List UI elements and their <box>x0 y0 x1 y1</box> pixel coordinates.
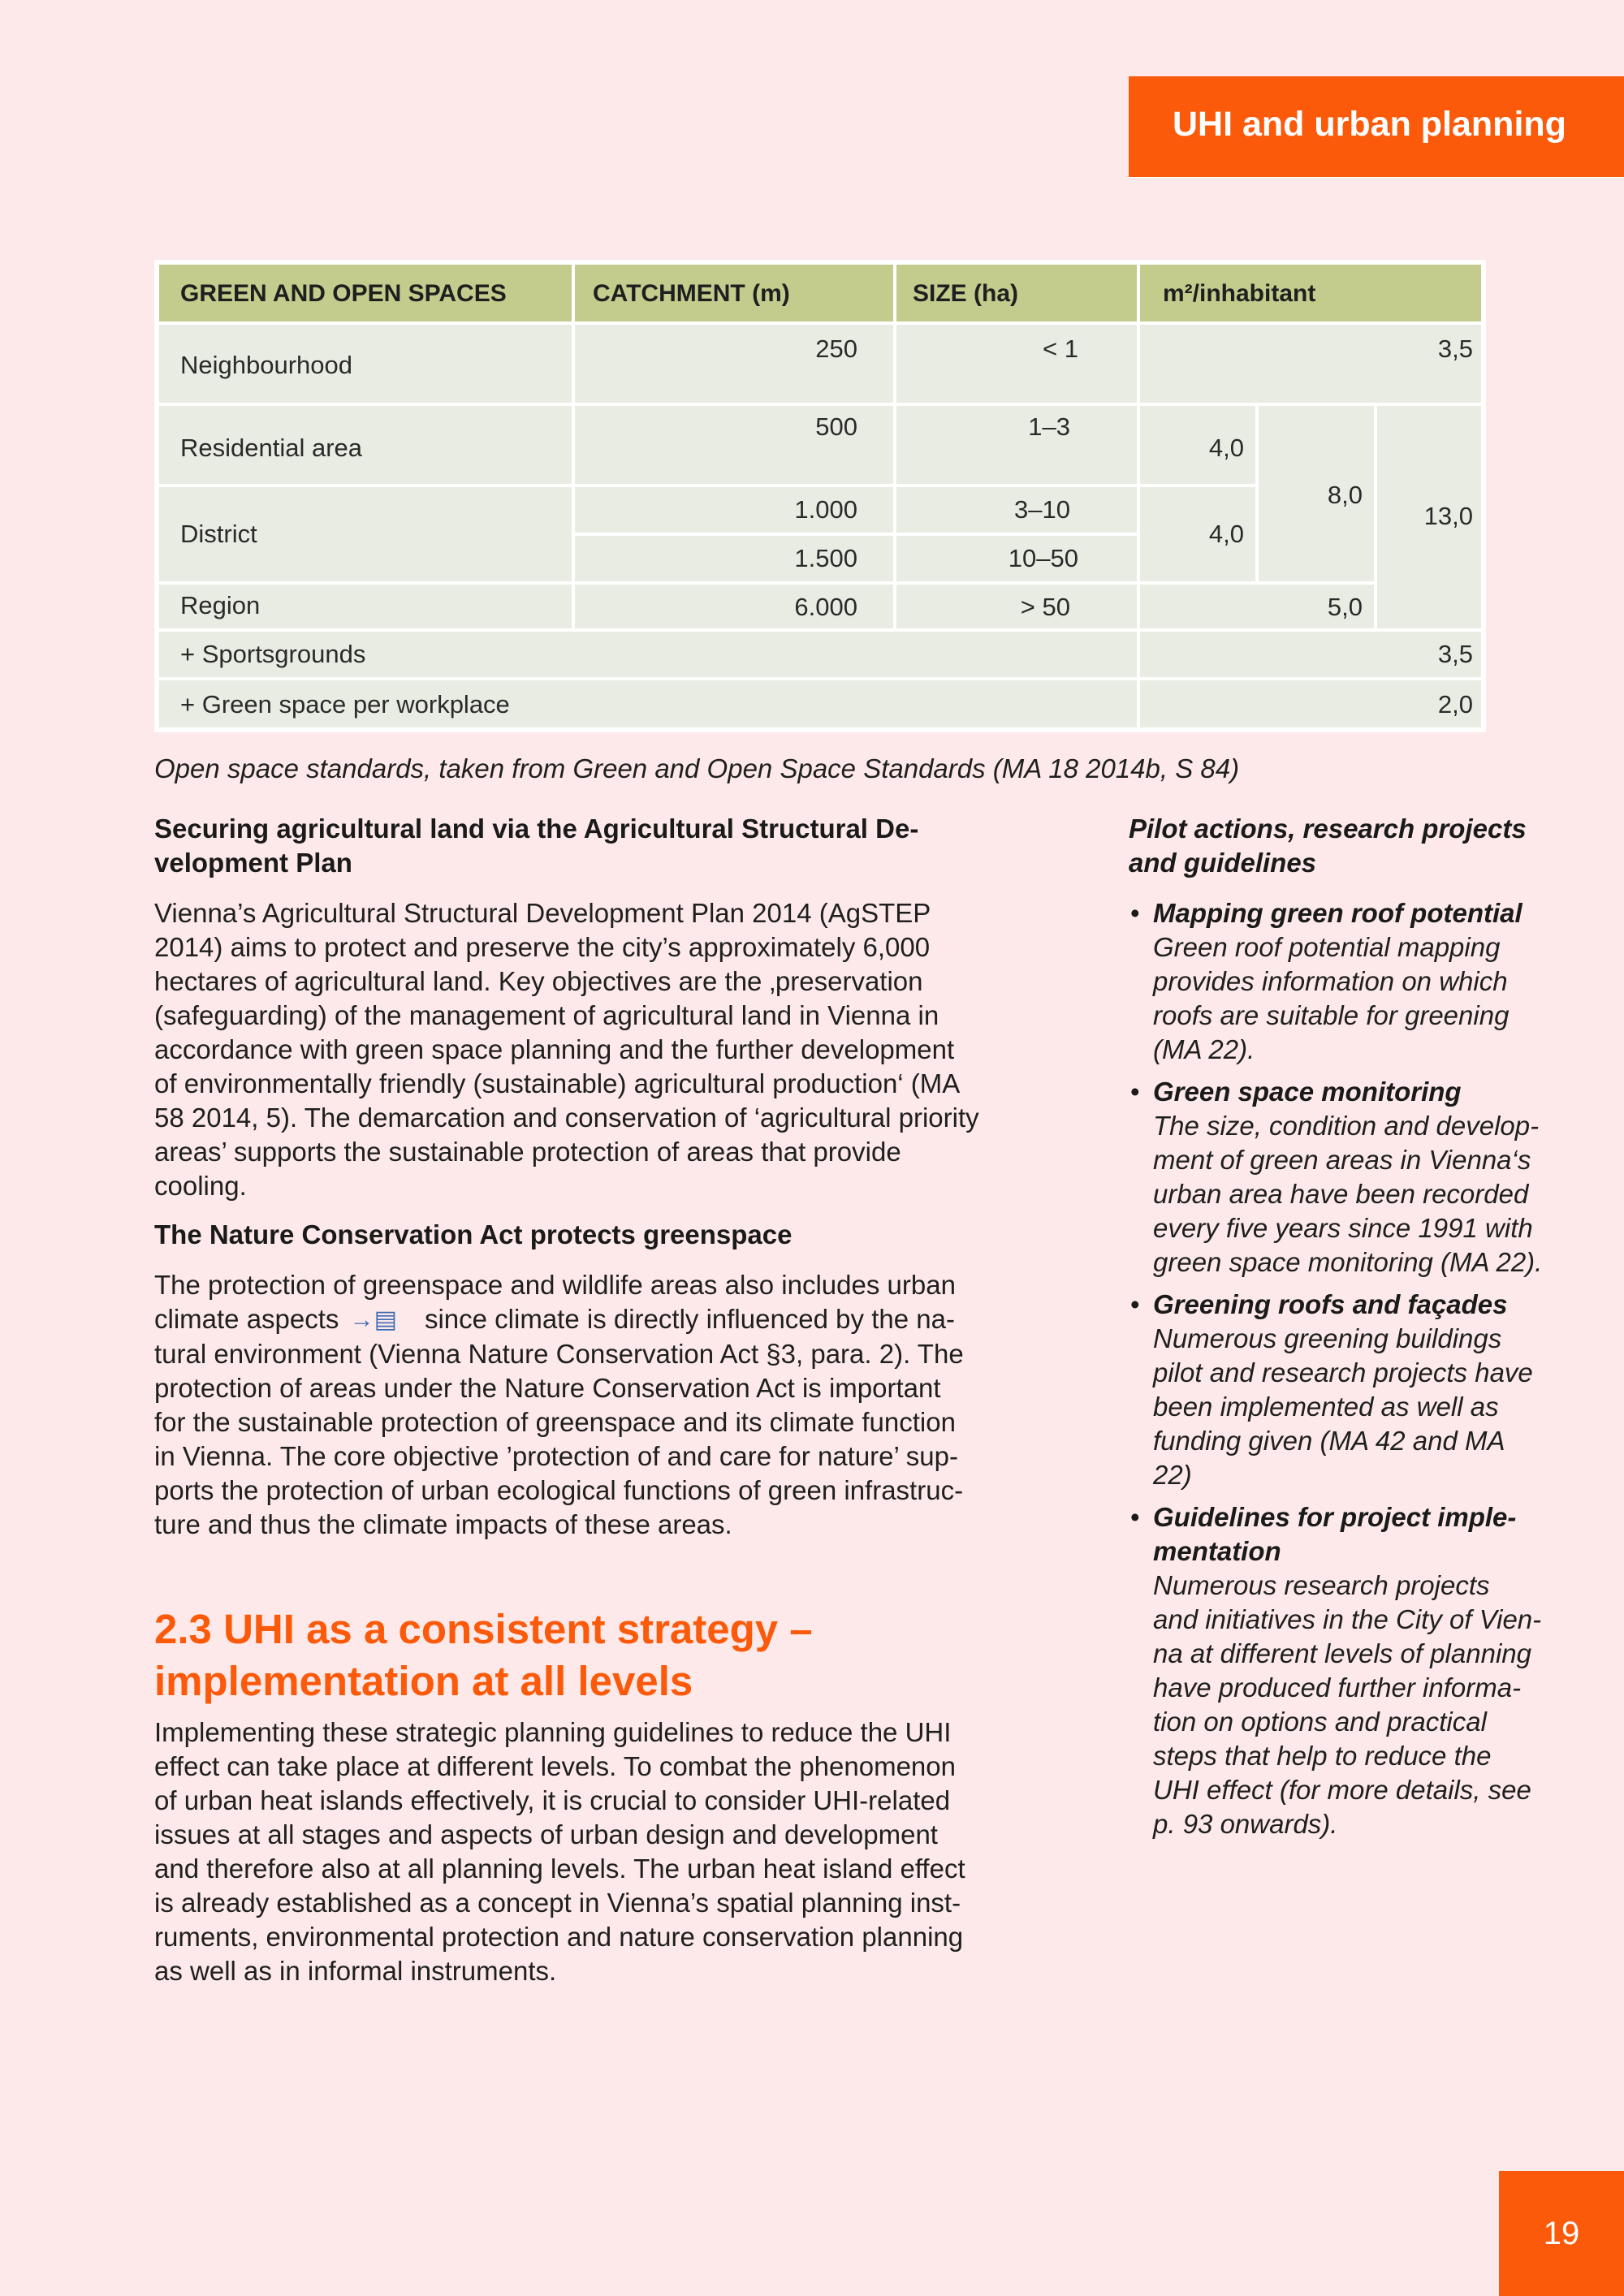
sidebar-heading <box>1129 812 1583 880</box>
text-line <box>154 1302 1015 1337</box>
table-row <box>159 406 572 484</box>
row-label: + Sportsgrounds <box>180 640 366 668</box>
text-line: 2014) aims to protect and preserve the city’s approximately 6,000 <box>154 932 931 962</box>
table-cell <box>1140 487 1255 581</box>
text-line: funding given (MA 42 and MA <box>1153 1426 1505 1456</box>
table-cell <box>1140 680 1481 727</box>
bullet-text <box>1153 930 1583 1067</box>
text-line: been implemented as well as <box>1153 1392 1499 1422</box>
text-line: The protection of greenspace and wildlife areas also includes urban <box>154 1270 956 1300</box>
text-line: ports the protection of urban ecological functions of green infrastruc- <box>154 1475 964 1505</box>
table-cell <box>1140 632 1481 677</box>
paragraph-nature-conservation <box>154 1268 1015 1542</box>
heading-nature-conservation: The Nature Conservation Act protects greenspace <box>154 1219 793 1249</box>
arrow-document-icon[interactable]: →▤ <box>349 1306 397 1333</box>
bullet-icon: • <box>1130 1289 1140 1319</box>
bullet-icon: • <box>1130 1502 1140 1532</box>
header-title-box <box>1129 76 1624 177</box>
paragraph-agstep <box>154 896 1015 1203</box>
table-row <box>159 680 1137 727</box>
open-space-standards-table <box>154 260 1486 732</box>
table-cell <box>575 487 893 533</box>
text-line: The size, condition and develop- <box>1153 1111 1540 1141</box>
cell-value: 8,0 <box>1327 481 1363 509</box>
text-line: cooling. <box>154 1171 247 1201</box>
table-cell <box>575 406 893 484</box>
text-line: effect can take place at different levels. To combat the phenomenon <box>154 1751 956 1781</box>
list-item <box>1129 1288 1583 1492</box>
text-line: Implementing these strategic planning guidelines to reduce the UHI <box>154 1717 952 1747</box>
sidebar-column <box>1129 812 1583 1841</box>
text-line: Guidelines for project imple- <box>1153 1502 1517 1532</box>
heading-line: and guidelines <box>1129 848 1317 878</box>
text-line: of environmentally friendly (sustainable) agricultural production‘ (MA <box>154 1068 961 1098</box>
main-column <box>154 812 1015 1988</box>
text-line: in Vienna. The core objective ’protection of and care for nature’ sup- <box>154 1441 958 1471</box>
table-cell <box>896 487 1137 533</box>
cell-value: 3,5 <box>1437 334 1473 363</box>
text-line: Numerous greening buildings <box>1153 1323 1502 1353</box>
text-line: areas’ supports the sustainable protection of areas that provide <box>154 1137 901 1167</box>
bullet-title: Green space monitoring <box>1153 1077 1462 1107</box>
text-line: tion on options and practical <box>1153 1707 1487 1737</box>
table-row <box>159 325 572 403</box>
table-cell <box>896 406 1137 484</box>
table-cell <box>575 585 893 628</box>
table-cell <box>896 585 1137 628</box>
table-cell <box>575 325 893 403</box>
text-line: 58 2014, 5). The demarcation and conservation of ‘agricultural priority <box>154 1103 979 1133</box>
bullet-title <box>1153 1500 1583 1569</box>
text-line: steps that help to reduce the <box>1153 1741 1492 1771</box>
row-label: Region <box>180 591 261 619</box>
bullet-icon: • <box>1130 898 1140 928</box>
text-line: 22) <box>1153 1460 1192 1490</box>
table-cell <box>896 325 1137 403</box>
paragraph-implementation <box>154 1716 1015 1988</box>
cell-value: 1–3 <box>1028 412 1070 441</box>
text-line: pilot and research projects have <box>1153 1357 1533 1388</box>
table-header-cell <box>896 265 1137 322</box>
text-line: urban area have been recorded <box>1153 1179 1529 1209</box>
cell-value: 6.000 <box>794 593 857 621</box>
text-line: Numerous research projects <box>1153 1570 1490 1600</box>
header-title: UHI and urban planning <box>1173 104 1566 144</box>
cell-value: 4,0 <box>1208 434 1244 462</box>
cell-value: 10–50 <box>1008 544 1078 572</box>
text-line: and initiatives in the City of Vien- <box>1153 1604 1542 1634</box>
table-header-cell <box>159 265 572 322</box>
bullet-text <box>1153 1109 1583 1280</box>
text-line: Vienna’s Agricultural Structural Development Plan 2014 (AgSTEP <box>154 898 931 928</box>
table-row <box>159 585 572 628</box>
heading-line: Pilot actions, research projects <box>1129 814 1527 844</box>
heading-line: Securing agricultural land via the Agricultural Structural De- <box>154 814 919 844</box>
table-row <box>159 487 572 581</box>
text-span: climate aspects <box>154 1304 339 1334</box>
text-line: na at different levels of planning <box>1153 1638 1531 1668</box>
table-caption: Open space standards, taken from Green and Open Space Standards (MA 18 2014b, S 84) <box>154 753 1240 783</box>
cell-value: 1.000 <box>794 495 857 524</box>
text-line: and therefore also at all planning levels. The urban heat island effect <box>154 1854 965 1884</box>
header-green-spaces: GREEN AND OPEN SPACES <box>180 280 507 307</box>
text-line: Green roof potential mapping <box>1153 932 1501 962</box>
text-line: (MA 22). <box>1153 1034 1255 1064</box>
cell-value: 3–10 <box>1014 495 1070 524</box>
text-line: as well as in informal instruments. <box>154 1956 557 1986</box>
header-size: SIZE (ha) <box>913 280 1019 307</box>
text-line: of urban heat islands effectively, it is crucial to consider UHI-related <box>154 1785 951 1815</box>
page-number: 19 <box>1543 2215 1580 2251</box>
section-heading <box>154 1603 1015 1707</box>
table-cell <box>1140 406 1255 484</box>
cell-value: 500 <box>815 412 857 441</box>
text-line: issues at all stages and aspects of urban design and development <box>154 1819 938 1849</box>
row-label: + Green space per workplace <box>180 690 510 719</box>
cell-value: 3,5 <box>1437 640 1473 668</box>
text-line: accordance with green space planning and the further development <box>154 1034 955 1064</box>
table-header-cell <box>1140 265 1481 322</box>
heading-agricultural <box>154 812 1015 880</box>
text-line: protection of areas under the Nature Conservation Act is important <box>154 1373 941 1403</box>
header-tab <box>1129 76 1624 178</box>
cell-value: 2,0 <box>1437 690 1473 719</box>
cell-value: > 50 <box>1020 593 1070 621</box>
text-line: have produced further informa- <box>1153 1672 1522 1703</box>
text-line: p. 93 onwards). <box>1153 1809 1338 1839</box>
bullet-title: Greening roofs and façades <box>1153 1289 1508 1319</box>
text-line: ment of green areas in Vienna‘s <box>1153 1145 1531 1175</box>
text-span: since climate is directly influenced by the na- <box>424 1304 955 1334</box>
cell-value: 5,0 <box>1327 593 1363 621</box>
row-label: District <box>180 520 257 548</box>
table-cell <box>1140 585 1374 628</box>
cell-value: 1.500 <box>794 544 857 572</box>
table-cell <box>1140 325 1481 403</box>
table-cell <box>896 536 1137 581</box>
text-line: tural environment (Vienna Nature Conservation Act §3, para. 2). The <box>154 1339 964 1369</box>
text-line: green space monitoring (MA 22). <box>1153 1247 1543 1277</box>
page-number-box <box>1499 2171 1624 2296</box>
text-line: mentation <box>1153 1536 1281 1566</box>
text-line: is already established as a concept in Vienna’s spatial planning inst- <box>154 1888 961 1918</box>
bullet-text <box>1153 1322 1583 1492</box>
heading-line: 2.3 UHI as a consistent strategy – <box>154 1606 813 1652</box>
cell-value: 13,0 <box>1423 502 1473 530</box>
table-cell <box>575 536 893 581</box>
row-label: Residential area <box>180 434 363 462</box>
bullet-title: Mapping green roof potential <box>1153 898 1522 928</box>
cell-value: 250 <box>815 334 857 363</box>
text-line: hectares of agricultural land. Key objectives are the ‚preservation <box>154 966 923 996</box>
text-line: ture and thus the climate impacts of these areas. <box>154 1509 732 1539</box>
text-line: ruments, environmental protection and nature conservation planning <box>154 1922 964 1952</box>
bullet-icon: • <box>1130 1077 1140 1107</box>
text-line: every five years since 1991 with <box>1153 1213 1533 1243</box>
row-label: Neighbourhood <box>180 351 353 379</box>
text-line: (safeguarding) of the management of agricultural land in Vienna in <box>154 1000 939 1030</box>
table-cell-merged <box>1259 406 1374 581</box>
list-item <box>1129 1075 1583 1280</box>
heading-line: velopment Plan <box>154 848 352 878</box>
list-item <box>1129 1500 1583 1841</box>
table-cell-merged <box>1377 406 1481 628</box>
text-line: roofs are suitable for greening <box>1153 1000 1510 1030</box>
cell-value: < 1 <box>1043 334 1078 363</box>
table-header-cell <box>575 265 893 322</box>
header-m2: m²/inhabitant <box>1163 280 1316 307</box>
text-line: for the sustainable protection of greenspace and its climate function <box>154 1407 956 1437</box>
header-catchment: CATCHMENT (m) <box>593 280 790 307</box>
heading-line: implementation at all levels <box>154 1658 693 1704</box>
table-row <box>159 632 1137 677</box>
text-line: UHI effect (for more details, see <box>1153 1775 1531 1805</box>
cell-value: 4,0 <box>1208 520 1244 548</box>
text-line: provides information on which <box>1153 966 1508 996</box>
bullet-text <box>1153 1569 1583 1841</box>
list-item <box>1129 896 1583 1067</box>
